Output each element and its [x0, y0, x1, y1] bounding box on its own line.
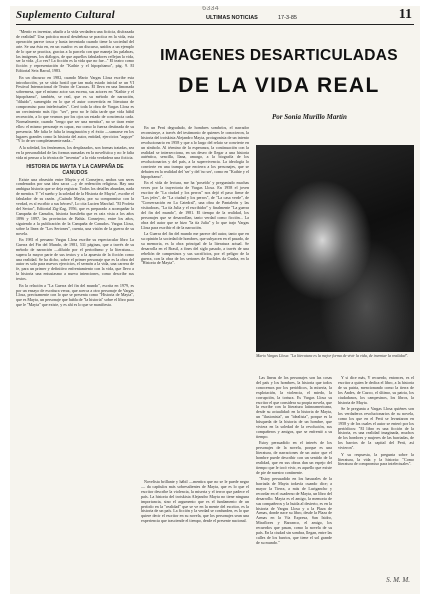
masthead	[16, 6, 414, 25]
photo-caption: Mario Vargas Llosa: "La literatura es la mejor forma de vivir la vida, de inventar la realidad".	[256, 353, 409, 358]
paragraph: Las líneas de los personajes son las cosas del país y los hombres, la historia que todos conocemos por los periódicos, la miseria, la explotación, la violencia, el miedo, la corrupción, la tortura. Es Vargas Llosa su escritor el que considera su propia novela, que la escribe con la literatura latinoamericana, desde su actualidad: en la historia de Mayta, un "ilusionista", un "idealista", porque es la búsqueda de la historia de un hombre, que viviera en la soledad de la revolución, sus compañeros y amigos, que se enfrentó a su tiempo.	[256, 376, 332, 439]
paragraph: Se le pregunta a Vargas Llosa quiénes son los verdaderos revolucionarios de su novela, como los que en el Perú se levantaron en 1958 y de los cuales el autor se enteró por los periódicos: "El libro es una ficción de la historia, es una realidad imaginada, muchos de los hombres y mujeres de las barriadas, de los barrios de la capital del Perú, así vivieron".	[338, 405, 414, 451]
byline: Por Sonia Murillo Martín	[272, 113, 347, 121]
paragraph: En un discurso en 1982, cuando Mario Vargas Llosa escribe esta introducción, ya se sitúa hostil que tan mala estado inicial se un VI Festival Internacional de Teatro de Caracas. Él lleva en una limonada sobremesa, que el mismo actor sus escena, sus actores en "Kathie y el hipopótamo", también, se real, que es su método de narración, "diluido", sumergido en lo que el autor convertiría en literatura de compromiso para intelectuales". Creó toda la obra de Vargas Llosa es un crecimiento más fijo: "ser", pero no le falta tarde que vida hábil recreación, a lo que veamos por los ojos un estado de conciencia cada. Normalmente, cuando "tengo que ser una mentira", no se tiran entre ellos: el mismo personaje es capaz, eso como la fuerza destinada de su presencia. Me falta le falta la imaginación y el éxito —sumarse en los lugares grandes como la historia del autor, entidad, ejercicios "arguye" "Y lo de ser completamente nada..."	[16, 74, 134, 144]
paragraph: Novelista brillante y hábil —mentira que no se le puede negar— da capítulos más sobresalientes de Mayta, que es lo que el escritor describe la violencia, la miseria y el terror que padece el país. La historia del trotskista Alejandro Mayta no tiene ninguna importancia, sino el argumento que es el fundamento de un período en la "realidad" que se ve en la mente del escritor, es la historia de un país. La ficción y la verdad se confunden, es lo que quiere decir el escritor en su novela, que los personajes sean una experiencia que trasciende el tiempo, desde el presente nacional.	[141, 480, 249, 524]
paragraph: En 1981 el peruano Vargas Llosa escribe su espectacular libro La Guerra del Fin del Mundo, de 1981, 531 páginas, que a través de su método de narración —diluido por el periodismo y la literatura— supera la mayor parte de sus textos y a la apuesta de la ficción como una realidad. Se ha dicho, sobre el primer personaje que es la obra del autor es solo para nuevos ejercicios, el sermón a la vida, una carrera de fe, para un primer y definitivo enfrentamiento con la vida, que llevo a la historia una entusiasmo a nueva intenciones, como describe sus textos.	[16, 236, 134, 282]
paragraph: Y si dice más, Y recuerdo, entonces, es el escritor a quien le dedica el libro, a la historia de su patria, mencionando como la tierra de los Andes, de Cuzco, el último, su patria, los ciudadanos, los campesinos, los libros, la historia de Mayta.	[338, 376, 414, 405]
paragraph: En un Perú degradado, de hombres sombríos, el narrador reconstruye, a través del testimonio de quienes le conocieron, la historia del trotskista Alejandro Mayta, protagonista de un intento revolucionario en 1958 y que a lo largo del relato se convierte en un símbolo. Al término de la esperanza, la continuación con la realidad se intersecciona, en un deseo de llegar a una historia auténtica, sencilla, llana, amargo, a la biografía de los revolucionarios y del país, a la supervivencia. La ideología lo convierte en una trampa que encierra a los personajes, que se debaten en la realidad del 'ser' y del 'no ser', como en "Kathie y el hipopótamo".	[141, 126, 249, 180]
paragraph: Estoy persuadido en el interés de los personajes de la novela, porque es una literatura, de narraciones de un autor que el hombre puede describir con un sentido de la realidad, que en sus obras dan un espejo del tiempo que le tocó vivir, es aquello que existe de pie de nuestro continente.	[256, 440, 332, 475]
section-heading: HISTORIA DE MAYTA Y LA CAMPAÑA DE CANUDOS	[26, 163, 124, 176]
author-signature: S. M. M.	[386, 576, 410, 584]
issue-date: 17-3-85	[278, 15, 297, 21]
newspaper-page	[10, 6, 420, 594]
article-column-1	[16, 30, 134, 586]
author-photo	[256, 145, 414, 352]
article-column-3	[141, 480, 249, 586]
paragraph: Existe una obsesión entre Mayta y el Consejero, ambos son seres condenados por una idea sacra —y de redención religiosa. Hay una ambigua historia que se deja registrar. Todos los detalles abundan, nada de mentira. Y "el sueño y la soledad de la Historia de Mayta", escribe el fabulador de su razón. ¿Cuándo Mayta, por su compromiso con la verdad, es sí escribir a sus héroes?, Lo cita Lucien Marchal. "El Profeta del Sertao", Editorial Zig-Zag, 1956, que es preparado a acompañar la Campaña de Canudos, historia brasileña que es raiz vista a los años 1896 y 1897, las provincias de Bahía. Consejero, entre los años, siguiendo a la publicación de la Campaña de Canudos. Vargas Llosa, sobre la línea de "Los Sertones", cuenta, una visión de la guerra de su novela.	[16, 176, 134, 236]
article-column-5	[338, 376, 414, 576]
headline-line-1: IMAGENES DESARTICULADAS	[160, 47, 398, 64]
article-column-4	[256, 376, 332, 586]
page-number: 11	[398, 7, 412, 22]
paragraph: La Guerra del fin del mundo me parece del autor, tanto que en su opinión la sociedad de hombres, que subyacen en el pasado, de su memoria, es la obra principal de la literatura actual. Se desarrolla en el Brasil, a fines del siglo pasado, a través de una rebelión de campesinos y sus sacrificios, por el peligro de la guerra, con la obra de los sertones de Euclides da Cunha, en la "Historia de Mayta".	[141, 231, 249, 266]
paragraph: En el vida de lectura, me ha 'poseído' y preguntado muchas veces por la trayectoria de Vargas Llosa. En 1958 el joven escritor de "La ciudad y los perros" nos dejó el paso firme de "Los jefes", de "La ciudad y los perros", de "La casa verde", de "Conversación en La Catedral", una obra de Pantaleón y las visitadoras, "La tía Julia y el escribidor" y finalmente "La guerra del fin del mundo", de 1981. El tiempo de la realidad, los personajes que se desarrollan, tanto verdad como ficción... La obra del autor que se hizo "la tía Julia" y lo que trajo Vargas Llosa para escribir el de la narración.	[141, 180, 249, 230]
paragraph: "Estoy persuadido en los basurales de la barriada de Mayta todavía cuando dice; a mayor la Tierra, a más de Lurigancho y recordar en el cuaderno de Mayta, un libro del desarrollo. Mayta es el amigo, la memoria de sus compañeros y la huida al desierto, es en la historia de Vargas Llosa y a la Plaza de Armas, donde nace su libro, desde la Plaza de Armas en la Vía Expresa, San Isidro, Miraflores y Barranco, el amigo, los recuerdos que pasan, como la novela de su país. En la ciudad sin sombra, llegan, entre las calles de los barrios, que tiene el sol grande de su mundo."	[256, 476, 332, 545]
section-title: Suplemento Cultural	[16, 9, 115, 21]
archive-stamp: 6334	[202, 6, 219, 13]
headline-line-2: DE LA VIDA REAL	[178, 74, 380, 97]
article-column-2	[141, 126, 249, 476]
paragraph: A la soledad, los fenómenos, los desplazados, son formas tratadas, sea en la personalidad de las formas sumadas en la novelística y no le falta vida ni pensar a la técnica de "inventar" a la vida verdadera una ficticia.	[16, 144, 134, 160]
paragraph: Y su respuesta, la pregunta sobre la literatura, la vida y la historia: "Como literatura de compromiso para intelectuales".	[338, 451, 414, 467]
article-headline	[146, 46, 412, 100]
paragraph: "Mentir es inventar, añadir a la vida verdadera una ficticia, disfrazada de realidad" Una práctica moral desdeñosa se practica en la vida, esta operación parece tosca y hasta inventada cuando tiene la sociedad del arte. Se usa ésta en, en un cuadro: es un discurso, unidos a un ejemplo de lo que se practica, gracias a la parcela con que maneja las palabras, las imágenes, los diálogos, de que aquellos fabuladores reflejan la vida, ser la vida. ¿Lo ves? La ficción es la vida que no fue..." El teatro como ficción y representación de "Kathie y el hipopótamo", pág. 9. El Editorial Seix Barral, 1983.	[16, 30, 134, 74]
newspaper-name: ULTIMAS NOTICIAS	[206, 15, 258, 21]
paragraph: En la relación a "La Guerra del fin del mundo", escrita en 1979, es por un ensayo de escritura veraz, que acerca a otro personaje de Vargas Llosa, precisamente con lo que se presenta como "Historia de Mayta", que es Mayta, un personaje que habla de "la historia" sobre el libro para que le "Mayta" que existe, y es ahí es lo que se manifiesta.	[16, 282, 134, 308]
